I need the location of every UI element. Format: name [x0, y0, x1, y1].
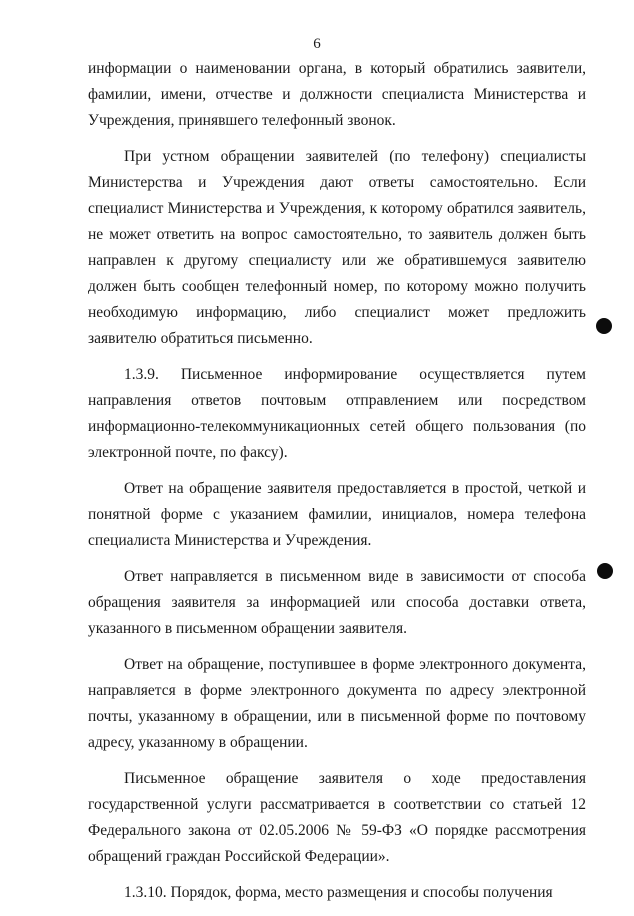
paragraph-4: Ответ на обращение заявителя предоставляется в простой, четкой и понятной форме с указанием фамилии, инициалов, номера телефона специалиста Министерства и Учреждения.	[88, 480, 586, 549]
punch-hole-mark	[597, 563, 613, 579]
paragraph-3: 1.3.9. Письменное информирование осуществляется путем направления ответов почтовым отправлением или посредством информационно-телекоммуникационных сетей общего пользования (по электронной почте, по факсу).	[88, 366, 586, 461]
paragraph-6: Ответ на обращение, поступившее в форме электронного документа, направляется в форме электронного документа по адресу электронной почты, указанному в обращении, или в письменной форме по почтовому адресу, указанному в обращении.	[88, 656, 586, 751]
paragraph-5: Ответ направляется в письменном виде в зависимости от способа обращения заявителя за информацией или способа доставки ответа, указанного в письменном обращении заявителя.	[88, 568, 586, 637]
punch-hole-mark	[596, 318, 612, 334]
paragraph-8: 1.3.10. Порядок, форма, место размещения и способы получения	[124, 884, 553, 901]
paragraph-7: Письменное обращение заявителя о ходе предоставления государственной услуги рассматривается в соответствии со статьей 12 Федерального закона от 02.05.2006 № 59-ФЗ «О порядке рассмотрения обращений граждан Российской Федерации».	[88, 770, 586, 865]
page-number: 6	[313, 36, 321, 52]
paragraph-1: информации о наименовании органа, в который обратились заявители, фамилии, имени, отчестве и должности специалиста Министерства и Учреждения, принявшего телефонный звонок.	[88, 60, 586, 129]
paragraph-2: При устном обращении заявителей (по телефону) специалисты Министерства и Учреждения дают ответы самостоятельно. Если специалист Министерства и Учреждения, к которому обратился заявитель, не может ответить на вопрос самостоятельно, то заявитель должен быть направлен к другому специалисту или же обратившемуся заявителю должен быть сообщен телефонный номер, по которому можно получить необходимую информацию, либо специалист может предложить заявителю обратиться письменно.	[88, 148, 586, 347]
document-body	[88, 56, 586, 916]
